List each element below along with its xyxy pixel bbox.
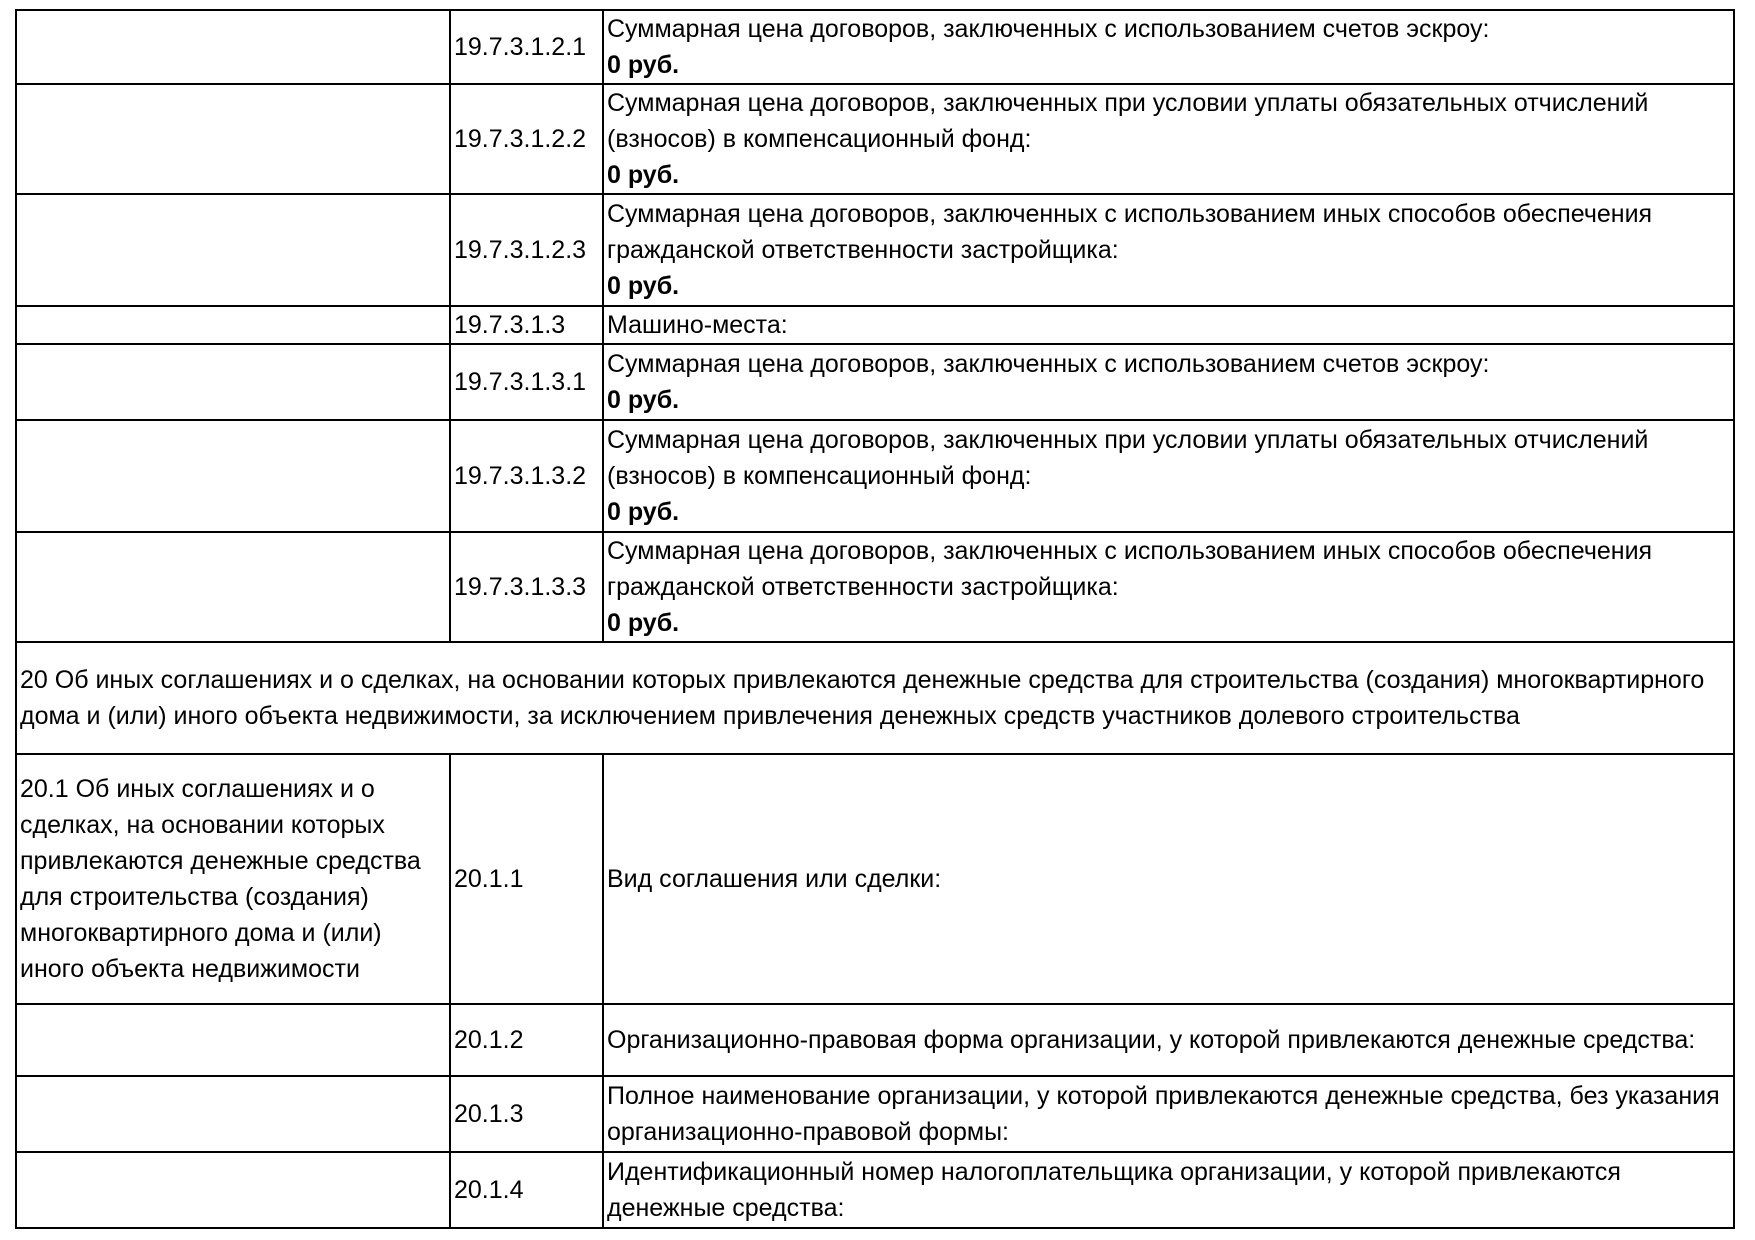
table-row bbox=[16, 1004, 1734, 1076]
item-number-cell bbox=[450, 1004, 603, 1076]
item-content-cell bbox=[603, 754, 1734, 1004]
item-label: Полное наименование организации, у которой привлекаются денежные средства, без указания организационно-правовой формы: bbox=[607, 1082, 1720, 1146]
item-number: 19.7.3.1.3.1 bbox=[454, 368, 587, 396]
section-heading: 20 Об иных соглашениях и о сделках, на основании которых привлекаются денежные средства для строительства (создания) многоквартирного дома и (или) иного объекта недвижимости, за исключением привлечения денежных средств участников долевого строительства bbox=[20, 666, 1705, 730]
item-number-cell bbox=[450, 194, 603, 306]
item-content-cell bbox=[603, 1076, 1734, 1152]
item-content-cell bbox=[603, 194, 1734, 306]
table-row bbox=[16, 344, 1734, 420]
item-label: Суммарная цена договоров, заключенных при условии уплаты обязательных отчислений (взносов) в компенсационный фонд: bbox=[607, 426, 1649, 490]
item-number-cell bbox=[450, 306, 603, 344]
item-label: Суммарная цена договоров, заключенных с использованием иных способов обеспечения гражданской ответственности застройщика: bbox=[607, 200, 1653, 264]
item-number-cell bbox=[450, 1152, 603, 1228]
item-number: 20.1.3 bbox=[454, 1100, 524, 1128]
item-number: 19.7.3.1.3 bbox=[454, 311, 566, 339]
item-number: 20.1.4 bbox=[454, 1176, 524, 1204]
table-row bbox=[16, 194, 1734, 306]
item-number-cell bbox=[450, 344, 603, 420]
empty-cell bbox=[16, 344, 450, 420]
table-row bbox=[16, 84, 1734, 194]
item-content-cell bbox=[603, 420, 1734, 532]
empty-cell bbox=[16, 84, 450, 194]
item-label: Идентификационный номер налогоплательщика организации, у которой привлекаются денежные средства: bbox=[607, 1158, 1621, 1222]
item-value: 0 руб. bbox=[607, 272, 680, 300]
empty-cell bbox=[16, 1076, 450, 1152]
empty-cell bbox=[16, 420, 450, 532]
table-row bbox=[16, 532, 1734, 642]
item-number: 19.7.3.1.2.3 bbox=[454, 236, 587, 264]
item-content-cell bbox=[603, 10, 1734, 84]
item-content-cell bbox=[603, 306, 1734, 344]
item-value: 0 руб. bbox=[607, 386, 680, 414]
section-heading-cell bbox=[16, 642, 1734, 754]
item-number: 19.7.3.1.3.3 bbox=[454, 573, 587, 601]
empty-cell bbox=[16, 194, 450, 306]
item-number: 19.7.3.1.2.1 bbox=[454, 33, 587, 61]
empty-cell bbox=[16, 10, 450, 84]
item-label: Машино-места: bbox=[607, 311, 788, 339]
item-number: 19.7.3.1.2.2 bbox=[454, 125, 587, 153]
table-row bbox=[16, 1076, 1734, 1152]
table-row bbox=[16, 1152, 1734, 1228]
empty-cell bbox=[16, 306, 450, 344]
item-value: 0 руб. bbox=[607, 51, 680, 79]
subsection-title-cell bbox=[16, 754, 450, 1004]
item-number-cell bbox=[450, 532, 603, 642]
item-label: Суммарная цена договоров, заключенных с использованием иных способов обеспечения гражданской ответственности застройщика: bbox=[607, 537, 1653, 601]
declaration-table bbox=[15, 9, 1735, 1229]
item-label: Вид соглашения или сделки: bbox=[607, 865, 942, 893]
item-value: 0 руб. bbox=[607, 161, 680, 189]
item-label: Суммарная цена договоров, заключенных с использованием счетов эскроу: bbox=[607, 350, 1490, 378]
item-label: Суммарная цена договоров, заключенных при условии уплаты обязательных отчислений (взносов) в компенсационный фонд: bbox=[607, 89, 1649, 153]
item-label: Суммарная цена договоров, заключенных с использованием счетов эскроу: bbox=[607, 15, 1490, 43]
item-content-cell bbox=[603, 1152, 1734, 1228]
item-label: Организационно-правовая форма организации, у которой привлекаются денежные средства: bbox=[607, 1026, 1696, 1054]
section-heading-row bbox=[16, 642, 1734, 754]
table-row bbox=[16, 306, 1734, 344]
item-value: 0 руб. bbox=[607, 609, 680, 637]
item-value: 0 руб. bbox=[607, 498, 680, 526]
empty-cell bbox=[16, 1152, 450, 1228]
table-row bbox=[16, 754, 1734, 1004]
empty-cell bbox=[16, 1004, 450, 1076]
item-number-cell bbox=[450, 84, 603, 194]
table-row bbox=[16, 10, 1734, 84]
item-number-cell bbox=[450, 10, 603, 84]
subsection-title: 20.1 Об иных соглашениях и о сделках, на основании которых привлекаются денежные средства для строительства (создания) многоквартирного дома и (или) иного объекта недвижимости bbox=[20, 775, 421, 983]
empty-cell bbox=[16, 532, 450, 642]
table-row bbox=[16, 420, 1734, 532]
item-content-cell bbox=[603, 344, 1734, 420]
item-number-cell bbox=[450, 1076, 603, 1152]
item-number-cell bbox=[450, 754, 603, 1004]
item-number: 20.1.1 bbox=[454, 865, 524, 893]
item-content-cell bbox=[603, 532, 1734, 642]
item-content-cell bbox=[603, 84, 1734, 194]
item-number-cell bbox=[450, 420, 603, 532]
item-number: 19.7.3.1.3.2 bbox=[454, 462, 587, 490]
item-content-cell bbox=[603, 1004, 1734, 1076]
item-number: 20.1.2 bbox=[454, 1026, 524, 1054]
